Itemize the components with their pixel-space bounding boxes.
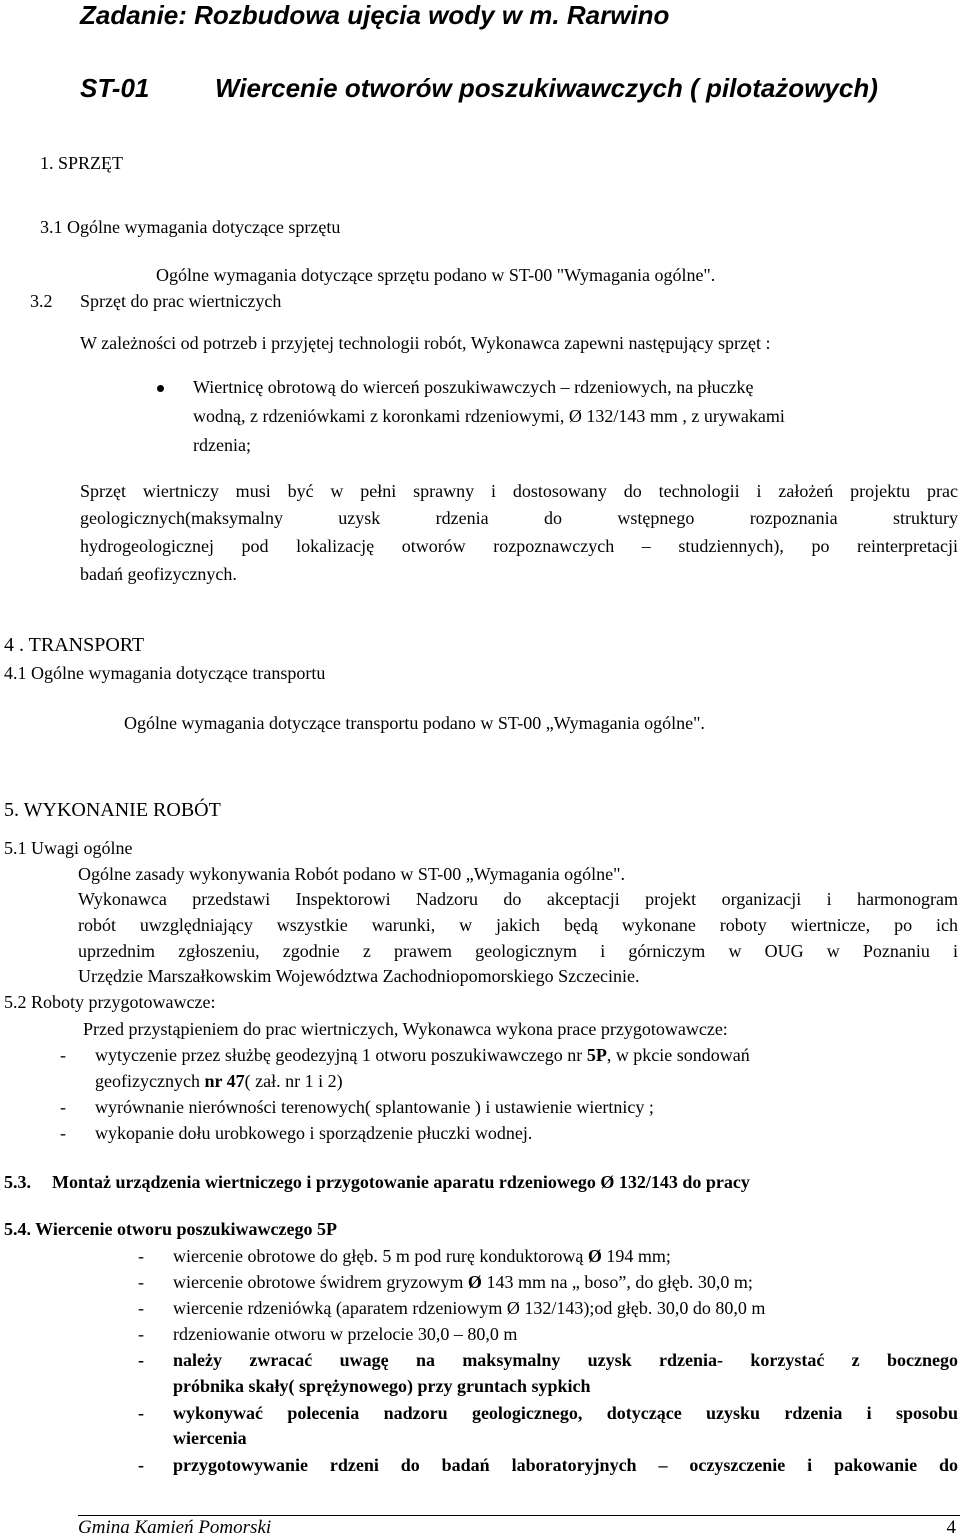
document-title: Zadanie: Rozbudowa ujęcia wody w m. Rarwino [80, 0, 670, 30]
list-item-continuation [95, 1071, 343, 1092]
dash-marker: - [60, 1097, 66, 1117]
list-item-text: wytyczenie przez służbę geodezyjną 1 otworu poszukiwawczego nr [95, 1045, 587, 1065]
section-heading-transport: 4 . TRANSPORT [4, 634, 145, 656]
footer-rule [78, 1515, 960, 1516]
subsection-heading-5-3: Montaż urządzenia wiertniczego i przygotowanie aparatu rdzeniowego Ø 132/143 do pracy [52, 1172, 750, 1192]
section-heading-sprzet: 1. SPRZĘT [40, 153, 124, 173]
dash-marker: - [60, 1045, 66, 1065]
subsection-intro-3-2: W zależności od potrzeb i przyjętej technologii robót, Wykonawca zapewni następujący sprzęt : [80, 333, 771, 353]
list-item-text: wiercenie obrotowe świdrem gryzowym [173, 1272, 468, 1292]
subsection-heading-5-1: 5.1 Uwagi ogólne [4, 838, 133, 858]
list-item-text: 143 mm na „ boso”, do głęb. 30,0 m; [481, 1272, 753, 1292]
spec-code: ST-01 [80, 73, 150, 103]
list-item [173, 1272, 753, 1293]
subsection-text-3-1: Ogólne wymagania dotyczące sprzętu podano w ST-00 "Wymagania ogólne". [156, 265, 716, 285]
dash-marker: - [138, 1272, 144, 1292]
paragraph-line: uprzednim zgłoszeniu, zgodnie z prawem geologicznym i górniczym w OUG w Poznaniu i [78, 941, 958, 961]
diameter-symbol: Ø [587, 1246, 602, 1266]
subsection-heading-3-2: Sprzęt do prac wiertniczych [80, 291, 282, 311]
subsection-text-5-1: Ogólne zasady wykonywania Robót podano w ST-00 „Wymagania ogólne". [78, 864, 625, 884]
section-heading-wykonanie: 5. WYKONANIE ROBÓT [4, 799, 221, 821]
page-number: 4 [946, 1517, 956, 1538]
subsection-heading-3-1: 3.1 Ogólne wymagania dotyczące sprzętu [40, 217, 341, 237]
list-item: wiercenie rdzeniówką (aparatem rdzeniowym Ø 132/143);od głęb. 30,0 do 80,0 m [173, 1298, 766, 1318]
subsection-heading-5-4: 5.4. Wiercenie otworu poszukiwawczego 5P [4, 1219, 337, 1239]
subsection-intro-5-2: Przed przystąpieniem do prac wiertniczych, Wykonawca wykona prace przygotowawcze: [83, 1019, 728, 1039]
paragraph-line: robót uwzględniający wszystkie warunki, w jakich będą wykonane roboty wiertnicze, po ich [78, 915, 958, 935]
list-item: wyrównanie nierówności terenowych( splantowanie ) i ustawienie wiertnicy ; [95, 1097, 654, 1117]
bullet-dot-icon [157, 385, 164, 392]
list-item: wykopanie dołu urobkowego i sporządzenie płuczki wodnej. [95, 1123, 533, 1143]
dash-marker: - [60, 1123, 66, 1143]
list-item-continuation: wiercenia [173, 1428, 247, 1448]
paragraph-line: hydrogeologicznej pod lokalizację otworów rozpoznawczych – studziennych), po reinterpretacji [80, 536, 958, 556]
list-item: rdzeniowanie otworu w przelocie 30,0 – 80,0 m [173, 1324, 518, 1344]
paragraph-line: badań geofizycznych. [80, 564, 237, 584]
list-item: należy zwracać uwagę na maksymalny uzysk rdzenia- korzystać z bocznego [173, 1350, 958, 1370]
list-item-continuation: próbnika skały( sprężynowego) przy gruntach sypkich [173, 1376, 591, 1396]
subsection-number-5-3: 5.3. [4, 1172, 31, 1192]
paragraph-line: Urzędzie Marszałkowskim Województwa Zachodniopomorskiego Szczecinie. [78, 966, 640, 986]
dash-marker: - [138, 1350, 144, 1370]
dash-marker: - [138, 1455, 144, 1475]
spec-title: Wiercenie otworów poszukiwawczych ( pilotażowych) [215, 73, 878, 103]
paragraph-line: Sprzęt wiertniczy musi być w pełni sprawny i dostosowany do technologii i założeń projektu prac [80, 481, 958, 501]
dash-marker: - [138, 1298, 144, 1318]
list-item [95, 1045, 750, 1066]
subsection-text-4-1: Ogólne wymagania dotyczące transportu podano w ST-00 „Wymagania ogólne". [124, 713, 705, 733]
bullet-line: rdzenia; [193, 435, 251, 455]
list-item-text: geofizycznych [95, 1071, 205, 1091]
paragraph-line: geologicznych(maksymalny uzysk rdzenia do wstępnego rozpoznania struktury [80, 508, 958, 528]
list-item-text: , w pkcie sondowań [606, 1045, 750, 1065]
bullet-line: wodną, z rdzeniówkami z koronkami rdzeniowymi, Ø 132/143 mm , z urywakami [193, 406, 785, 426]
subsection-heading-4-1: 4.1 Ogólne wymagania dotyczące transportu [4, 663, 326, 683]
paragraph-line: Wykonawca przedstawi Inspektorowi Nadzoru do akceptacji projekt organizacji i harmonogram [78, 889, 958, 909]
dash-marker: - [138, 1246, 144, 1266]
point-number: nr 47 [204, 1071, 245, 1091]
subsection-number-3-2: 3.2 [30, 291, 53, 311]
diameter-symbol: Ø [467, 1272, 482, 1292]
bullet-line: Wiertnicę obrotową do wierceń poszukiwawczych – rdzeniowych, na płuczkę [193, 377, 754, 397]
list-item [173, 1246, 671, 1267]
dash-marker: - [138, 1324, 144, 1344]
list-item: wykonywać polecenia nadzoru geologicznego, dotyczące uzysku rdzenia i sposobu [173, 1403, 958, 1423]
list-item: przygotowywanie rdzeni do badań laboratoryjnych – oczyszczenie i pakowanie do [173, 1455, 958, 1475]
list-item-text: ( zał. nr 1 i 2) [244, 1071, 343, 1091]
borehole-number: 5P [586, 1045, 607, 1065]
dash-marker: - [138, 1403, 144, 1423]
list-item-text: wiercenie obrotowe do głęb. 5 m pod rurę konduktorową [173, 1246, 588, 1266]
subsection-heading-5-2: 5.2 Roboty przygotowawcze: [4, 992, 216, 1012]
footer-municipality: Gmina Kamień Pomorski [78, 1517, 272, 1538]
list-item-text: 194 mm; [601, 1246, 671, 1266]
